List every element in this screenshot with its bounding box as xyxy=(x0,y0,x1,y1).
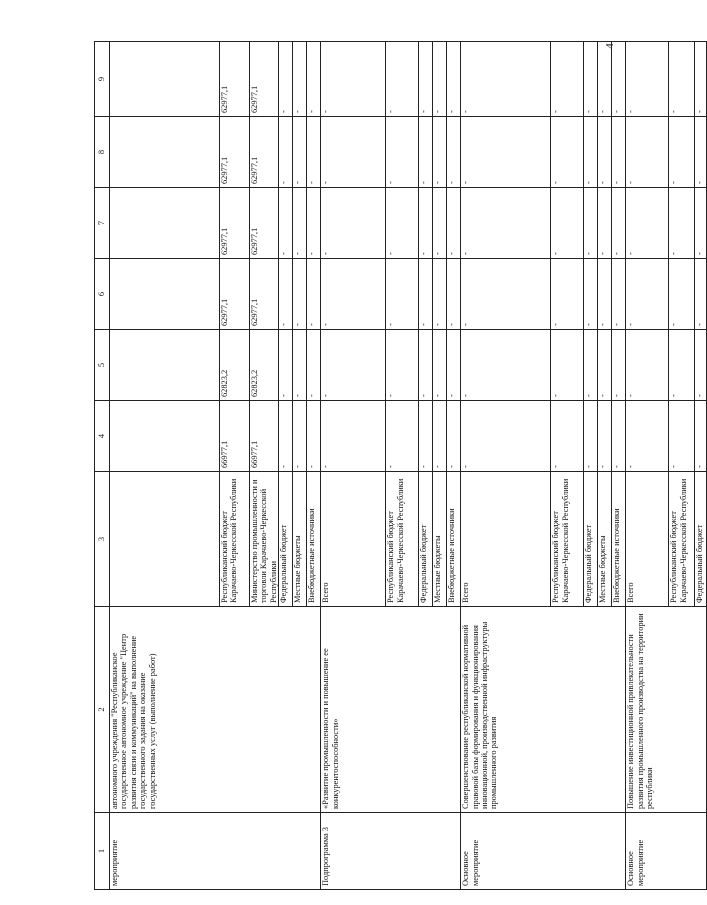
amount-cell: - xyxy=(321,188,386,259)
header-cell: 9 xyxy=(95,42,110,117)
amount-cell: - xyxy=(626,117,669,188)
amount-cell: - xyxy=(626,330,669,401)
table-row xyxy=(110,42,220,890)
header-cell: 5 xyxy=(95,330,110,401)
amount-cell: - xyxy=(551,42,584,117)
amount-cell: - xyxy=(461,330,551,401)
amount-cell: - xyxy=(461,117,551,188)
funding-source-cell: Всего xyxy=(321,472,386,607)
header-cell: 1 xyxy=(95,813,110,890)
amount-cell: - xyxy=(584,259,598,330)
table-row xyxy=(626,42,669,890)
amount-cell: - xyxy=(386,259,419,330)
amount-cell: - xyxy=(612,401,626,472)
amount-cell: - xyxy=(695,401,707,472)
table-body xyxy=(95,42,707,890)
amount-cell: - xyxy=(321,117,386,188)
amount-cell: - xyxy=(419,117,433,188)
amount-cell: - xyxy=(669,330,695,401)
amount-cell: 66977,1 xyxy=(250,401,279,472)
amount-cell: - xyxy=(293,42,307,117)
amount-cell: - xyxy=(293,117,307,188)
amount-cell: - xyxy=(551,117,584,188)
amount-cell: - xyxy=(433,42,447,117)
amount-cell: - xyxy=(598,117,612,188)
amount-cell: - xyxy=(612,117,626,188)
amount-cell xyxy=(110,42,220,117)
item-type-cell: Основное мероприятие xyxy=(461,813,626,890)
header-cell: 3 xyxy=(95,472,110,607)
amount-cell: - xyxy=(461,401,551,472)
funding-source-cell: Местные бюджеты xyxy=(433,472,447,607)
amount-cell: - xyxy=(669,42,695,117)
amount-cell: - xyxy=(598,330,612,401)
amount-cell: - xyxy=(433,330,447,401)
item-name-cell: Повышение инвестиционной привлекательности развития промышленного производства на территории республики xyxy=(626,607,707,813)
amount-cell: 62977,1 xyxy=(220,42,250,117)
item-type-cell: мероприятие xyxy=(110,813,321,890)
amount-cell: - xyxy=(307,330,321,401)
amount-cell: - xyxy=(612,42,626,117)
item-type-cell: Основное мероприятие xyxy=(626,813,707,890)
amount-cell: - xyxy=(584,401,598,472)
funding-source-cell: Внебюджетные источники xyxy=(447,472,461,607)
amount-cell xyxy=(110,330,220,401)
amount-cell: - xyxy=(447,330,461,401)
amount-cell: - xyxy=(695,259,707,330)
amount-cell xyxy=(110,117,220,188)
amount-cell: - xyxy=(386,42,419,117)
funding-source-cell: Всего xyxy=(461,472,551,607)
amount-cell: - xyxy=(669,117,695,188)
amount-cell: - xyxy=(447,117,461,188)
header-cell: 4 xyxy=(95,401,110,472)
amount-cell: - xyxy=(598,401,612,472)
amount-cell: - xyxy=(433,401,447,472)
amount-cell: 62977,1 xyxy=(220,259,250,330)
amount-cell: - xyxy=(433,259,447,330)
amount-cell: - xyxy=(321,401,386,472)
amount-cell: - xyxy=(419,259,433,330)
amount-cell: 62977,1 xyxy=(220,117,250,188)
amount-cell: - xyxy=(321,259,386,330)
amount-cell: - xyxy=(419,42,433,117)
funding-source-cell: Всего xyxy=(626,472,669,607)
header-cell: 8 xyxy=(95,117,110,188)
funding-source-cell: Федеральный бюджет xyxy=(419,472,433,607)
funding-source-cell: Республиканский бюджет Карачаево-Черкесской Республики xyxy=(220,472,250,607)
amount-cell: - xyxy=(279,330,293,401)
funding-source-cell: Республиканский бюджет Карачаево-Черкесской Республики xyxy=(551,472,584,607)
amount-cell: - xyxy=(669,401,695,472)
amount-cell: - xyxy=(626,259,669,330)
amount-cell: - xyxy=(279,188,293,259)
amount-cell: - xyxy=(293,330,307,401)
amount-cell: - xyxy=(695,42,707,117)
amount-cell: - xyxy=(461,188,551,259)
amount-cell: - xyxy=(598,188,612,259)
funding-source-cell: Министерство промышленности и торговли Карачаево-Черкесской Республики xyxy=(250,472,279,607)
funding-source-cell: Республиканский бюджет Карачаево-Черкесской Республики xyxy=(386,472,419,607)
amount-cell: - xyxy=(307,42,321,117)
header-row xyxy=(95,42,110,890)
amount-cell: - xyxy=(321,330,386,401)
funding-source-cell: Республиканский бюджет Карачаево-Черкесской Республики xyxy=(669,472,695,607)
amount-cell xyxy=(110,259,220,330)
amount-cell: - xyxy=(584,330,598,401)
amount-cell: - xyxy=(551,259,584,330)
amount-cell: - xyxy=(551,188,584,259)
page-number: 4 xyxy=(603,43,616,49)
funding-source-cell: Федеральный бюджет xyxy=(695,472,707,607)
amount-cell: 62977,1 xyxy=(250,117,279,188)
amount-cell: - xyxy=(551,330,584,401)
rotated-table-container xyxy=(94,42,705,890)
amount-cell: - xyxy=(598,259,612,330)
funding-source-cell: Федеральный бюджет xyxy=(279,472,293,607)
amount-cell: 62977,1 xyxy=(250,259,279,330)
amount-cell: - xyxy=(447,259,461,330)
budget-table xyxy=(94,41,707,890)
amount-cell: - xyxy=(419,330,433,401)
funding-source-cell: Внебюджетные источники xyxy=(612,472,626,607)
amount-cell: - xyxy=(293,401,307,472)
funding-source-cell: Местные бюджеты xyxy=(598,472,612,607)
amount-cell: - xyxy=(433,117,447,188)
amount-cell: - xyxy=(307,117,321,188)
amount-cell: 62823,2 xyxy=(250,330,279,401)
amount-cell: - xyxy=(419,401,433,472)
amount-cell: - xyxy=(612,259,626,330)
funding-source-cell: Внебюджетные источники xyxy=(307,472,321,607)
amount-cell: - xyxy=(695,330,707,401)
amount-cell xyxy=(110,401,220,472)
amount-cell: - xyxy=(626,401,669,472)
amount-cell: - xyxy=(386,188,419,259)
amount-cell: - xyxy=(669,259,695,330)
table-row xyxy=(321,42,386,890)
item-name-cell: Совершенствование республиканской нормативной правовой базы формирования и функционирования инновационной, производственной инфраструктуры промышленного развития xyxy=(461,607,626,813)
amount-cell: 62977,1 xyxy=(250,188,279,259)
amount-cell: - xyxy=(279,259,293,330)
amount-cell: 62977,1 xyxy=(220,188,250,259)
amount-cell: - xyxy=(293,188,307,259)
amount-cell: - xyxy=(279,42,293,117)
amount-cell: - xyxy=(551,401,584,472)
amount-cell: - xyxy=(612,188,626,259)
amount-cell: - xyxy=(447,401,461,472)
header-cell: 6 xyxy=(95,259,110,330)
header-cell: 7 xyxy=(95,188,110,259)
amount-cell: - xyxy=(461,259,551,330)
amount-cell: - xyxy=(447,42,461,117)
amount-cell: - xyxy=(386,330,419,401)
amount-cell: - xyxy=(584,117,598,188)
amount-cell: 62977,1 xyxy=(250,42,279,117)
amount-cell: - xyxy=(419,188,433,259)
amount-cell: - xyxy=(598,42,612,117)
amount-cell: - xyxy=(386,401,419,472)
amount-cell: - xyxy=(447,188,461,259)
amount-cell: - xyxy=(584,42,598,117)
amount-cell: - xyxy=(386,117,419,188)
amount-cell: 62823,2 xyxy=(220,330,250,401)
amount-cell: - xyxy=(307,188,321,259)
item-type-cell: Подпрограмма 3 xyxy=(321,813,461,890)
table-row xyxy=(461,42,551,890)
item-name-cell: автономного учреждения "Республиканское государственное автономное учреждение "Центр развития связи и коммуникаций" на выполнение государственного задания на оказание государственных услуг (выполнение работ) xyxy=(110,607,321,813)
amount-cell: - xyxy=(279,401,293,472)
amount-cell: - xyxy=(321,42,386,117)
amount-cell: - xyxy=(695,117,707,188)
amount-cell: - xyxy=(307,401,321,472)
amount-cell: - xyxy=(433,188,447,259)
header-cell: 2 xyxy=(95,607,110,813)
amount-cell: - xyxy=(584,188,598,259)
amount-cell: - xyxy=(669,188,695,259)
amount-cell: - xyxy=(461,42,551,117)
amount-cell: - xyxy=(279,117,293,188)
amount-cell: - xyxy=(307,259,321,330)
item-name-cell: «Развитие промышленности и повышение ее конкурентоспособности» xyxy=(321,607,461,813)
amount-cell: - xyxy=(626,188,669,259)
amount-cell: - xyxy=(612,330,626,401)
amount-cell: - xyxy=(626,42,669,117)
amount-cell xyxy=(110,188,220,259)
funding-source-cell: Федеральный бюджет xyxy=(584,472,598,607)
funding-source-cell xyxy=(110,472,220,607)
amount-cell: - xyxy=(293,259,307,330)
funding-source-cell: Местные бюджеты xyxy=(293,472,307,607)
amount-cell: 66977,1 xyxy=(220,401,250,472)
amount-cell: - xyxy=(695,188,707,259)
